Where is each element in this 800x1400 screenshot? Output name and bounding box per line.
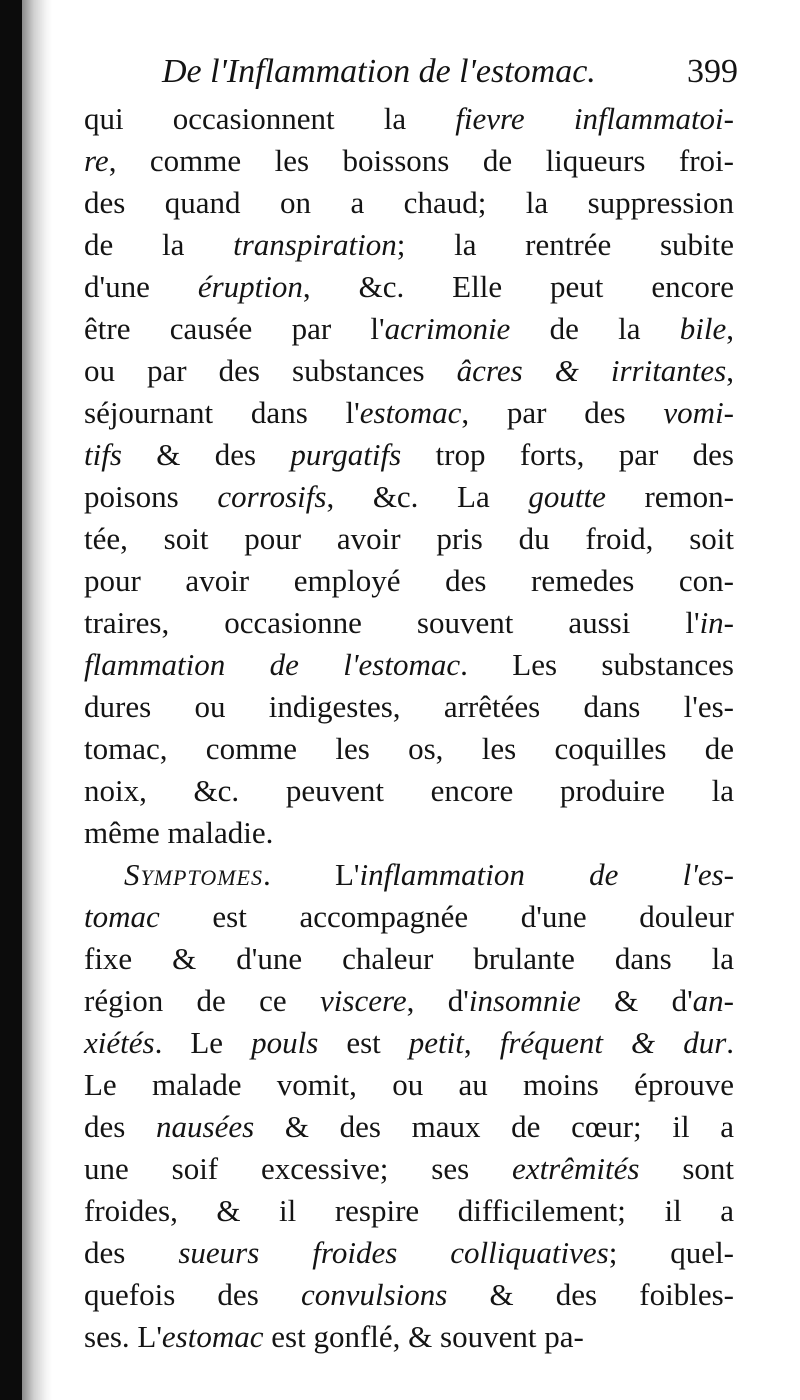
- italic-text: extrêmités: [512, 1151, 640, 1186]
- text-segment: & des foibles-: [447, 1277, 734, 1312]
- text-segment: . L': [263, 857, 360, 892]
- text-line: [84, 1106, 734, 1148]
- text-line: [84, 560, 734, 602]
- book-page: [84, 46, 738, 1358]
- text-segment: dures ou indigestes, arrêtées dans l'es-: [84, 689, 734, 724]
- italic-text: corrosifs: [217, 479, 327, 514]
- section-heading: Symptomes: [124, 857, 263, 892]
- text-line: [84, 1316, 734, 1358]
- text-segment: traires, occasionne souvent aussi l': [84, 605, 700, 640]
- text-segment: froides, & il respire difficilement; il a: [84, 1193, 734, 1228]
- text-line: [84, 308, 734, 350]
- italic-text: petit: [408, 1025, 464, 1060]
- text-segment: ; quel-: [608, 1235, 735, 1270]
- text-segment: ou par des substances: [84, 353, 457, 388]
- text-segment: , &c. Elle peut encore: [302, 269, 734, 304]
- text-segment: remon-: [605, 479, 734, 514]
- italic-text: sueurs froides colliquatives: [178, 1235, 609, 1270]
- text-line: [84, 1064, 734, 1106]
- italic-text: pouls: [251, 1025, 319, 1060]
- text-segment: pour avoir employé des remedes con-: [84, 563, 734, 598]
- text-segment: Le malade vomit, ou au moins éprouve: [84, 1067, 734, 1102]
- italic-text: vomi-: [663, 395, 735, 430]
- text-segment: est accompagnée d'une douleur: [159, 899, 734, 934]
- text-segment: des: [84, 1235, 179, 1270]
- text-line: [84, 854, 734, 896]
- italic-text: insomnie: [468, 983, 581, 1018]
- text-segment: , par des: [461, 395, 664, 430]
- running-title: De l'Inflammation de l'estomac.: [162, 53, 596, 90]
- italic-text: an-: [692, 983, 734, 1018]
- italic-text: tifs: [84, 437, 122, 472]
- text-segment: de la: [510, 311, 680, 346]
- text-line: [84, 644, 734, 686]
- text-segment: noix, &c. peuvent encore produire la: [84, 773, 734, 808]
- page-number: 399: [687, 53, 738, 90]
- text-segment: est: [318, 1025, 409, 1060]
- italic-text: in-: [699, 605, 734, 640]
- text-line: [84, 392, 734, 434]
- italic-text: xiétés: [84, 1025, 155, 1060]
- italic-text: estomac: [161, 1319, 264, 1354]
- italic-text: flammation de l'estomac: [84, 647, 461, 682]
- italic-text: âcres & irritantes: [456, 353, 727, 388]
- italic-text: viscere: [320, 983, 407, 1018]
- text-segment: ,: [726, 311, 734, 346]
- italic-text: convulsions: [300, 1277, 448, 1312]
- italic-text: transpiration: [233, 227, 397, 262]
- text-segment: d'une: [84, 269, 198, 304]
- italic-text: bile: [679, 311, 727, 346]
- text-segment: & des: [121, 437, 291, 472]
- text-line: [84, 1232, 734, 1274]
- text-line: [84, 182, 734, 224]
- text-segment: , comme les boissons de liqueurs froi-: [108, 143, 734, 178]
- text-line: [84, 350, 734, 392]
- text-line: [84, 518, 734, 560]
- text-line: [84, 140, 734, 182]
- text-segment: quefois des: [84, 1277, 301, 1312]
- text-line: [84, 896, 734, 938]
- text-line: [84, 728, 734, 770]
- italic-text: purgatifs: [290, 437, 402, 472]
- text-line: [84, 980, 734, 1022]
- text-line: [84, 602, 734, 644]
- text-line: [84, 266, 734, 308]
- text-segment: région de ce: [84, 983, 321, 1018]
- text-line: [84, 1022, 734, 1064]
- text-segment: est gonflé, & souvent pa-: [263, 1319, 584, 1354]
- italic-text: estomac: [359, 395, 462, 430]
- text-segment: fixe & d'une chaleur brulante dans la: [84, 941, 734, 976]
- text-line: [84, 224, 734, 266]
- text-line: [84, 476, 734, 518]
- italic-text: inflammation de l'es-: [359, 857, 734, 892]
- text-segment: même maladie.: [84, 815, 274, 850]
- italic-text: re: [84, 143, 109, 178]
- binding-gutter: [0, 0, 22, 1400]
- text-line: [84, 434, 734, 476]
- italic-text: fréquent & dur: [499, 1025, 727, 1060]
- text-line: [84, 770, 734, 812]
- text-segment: ; la rentrée subite: [396, 227, 734, 262]
- text-segment: sont: [639, 1151, 734, 1186]
- text-line: [84, 1190, 734, 1232]
- text-line: [84, 812, 734, 854]
- text-segment: ,: [463, 1025, 500, 1060]
- text-segment: poisons: [84, 479, 218, 514]
- text-segment: , d': [406, 983, 469, 1018]
- italic-text: goutte: [528, 479, 606, 514]
- italic-text: éruption: [197, 269, 303, 304]
- text-segment: tomac, comme les os, les coquilles de: [84, 731, 734, 766]
- italic-text: fievre inflammatoi-: [455, 101, 734, 136]
- text-segment: . Le: [154, 1025, 252, 1060]
- italic-text: acrimonie: [384, 311, 511, 346]
- text-line: [84, 686, 734, 728]
- gutter-shadow: [22, 0, 52, 1400]
- running-header: [84, 46, 738, 98]
- body-text: [84, 98, 734, 1358]
- text-segment: de la: [84, 227, 234, 262]
- text-segment: & d': [580, 983, 693, 1018]
- text-segment: séjournant dans l': [84, 395, 360, 430]
- italic-text: nausées: [156, 1109, 255, 1144]
- text-segment: trop forts, par des: [401, 437, 734, 472]
- text-segment: des quand on a chaud; la suppression: [84, 185, 734, 220]
- italic-text: tomac: [84, 899, 160, 934]
- text-segment: qui occasionnent la: [84, 101, 456, 136]
- text-line: [84, 98, 734, 140]
- text-line: [84, 1148, 734, 1190]
- text-segment: être causée par l': [84, 311, 385, 346]
- text-segment: des: [84, 1109, 156, 1144]
- text-segment: tée, soit pour avoir pris du froid, soit: [84, 521, 734, 556]
- text-segment: ses. L': [84, 1319, 162, 1354]
- text-segment: , &c. La: [326, 479, 529, 514]
- text-segment: & des maux de cœur; il a: [254, 1109, 734, 1144]
- text-line: [84, 1274, 734, 1316]
- text-segment: .: [726, 1025, 735, 1060]
- text-line: [84, 938, 734, 980]
- text-segment: ,: [726, 353, 734, 388]
- text-segment: une soif excessive; ses: [84, 1151, 513, 1186]
- text-segment: . Les substances: [460, 647, 734, 682]
